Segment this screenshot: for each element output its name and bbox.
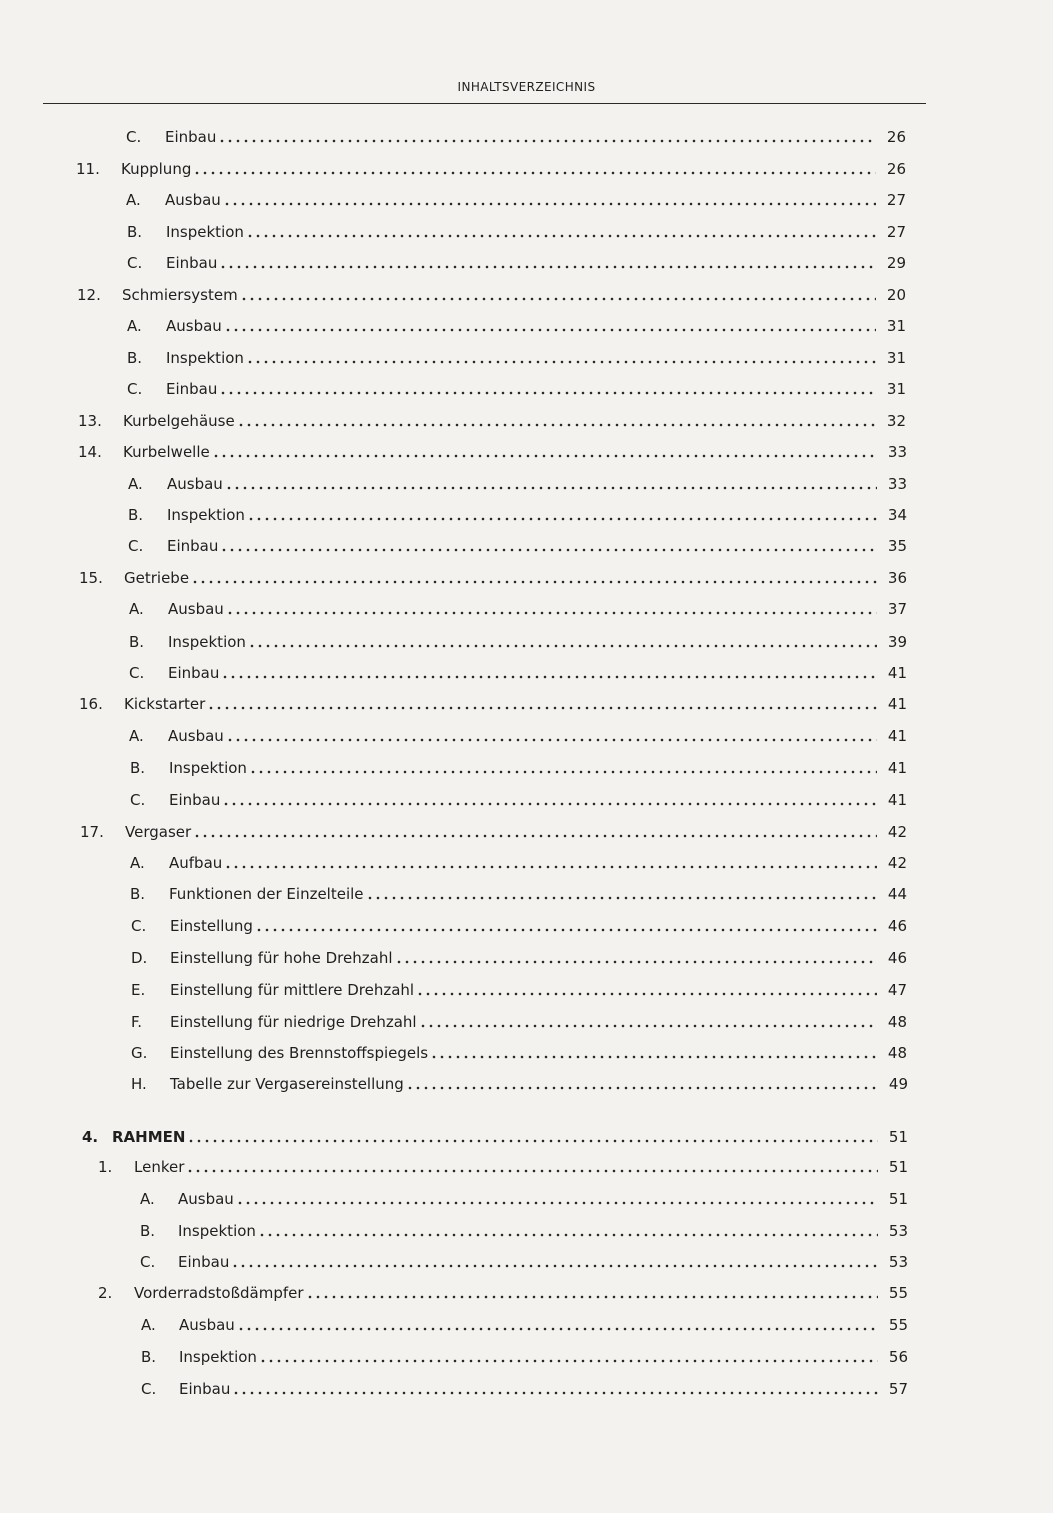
toc-entry-page: 31 xyxy=(886,317,906,335)
toc-entry-page: 31 xyxy=(886,380,906,398)
toc-entry-page: 56 xyxy=(888,1348,908,1366)
toc-leader-dots xyxy=(257,914,877,938)
toc-entry-title: Inspektion xyxy=(166,223,244,241)
toc-entry xyxy=(0,946,1053,970)
toc-entry-page: 41 xyxy=(887,759,907,777)
toc-entry-page: 46 xyxy=(887,949,907,967)
toc-leader-dots xyxy=(242,283,876,307)
toc-entry-title: Vorderradstoßdämpfer xyxy=(134,1284,304,1302)
toc-leader-dots xyxy=(225,188,876,212)
toc-entry-title: Ausbau xyxy=(168,727,224,745)
toc-entry-title: Einbau xyxy=(167,537,219,555)
toc-leader-dots xyxy=(248,346,876,370)
toc-entry xyxy=(0,851,1053,875)
toc-entry xyxy=(0,1313,1053,1337)
toc-entry-title: Funktionen der Einzelteile xyxy=(169,885,364,903)
toc-entry xyxy=(0,157,1053,181)
toc-entry-number: C. xyxy=(127,254,143,272)
toc-entry xyxy=(0,1377,1053,1401)
toc-entry-page: 41 xyxy=(887,791,907,809)
toc-entry xyxy=(0,346,1053,370)
toc-entry-title: Einstellung des Brennstoffspiegels xyxy=(170,1044,429,1062)
toc-entry xyxy=(0,566,1053,590)
toc-entry-title: Ausbau xyxy=(165,191,221,209)
toc-entry-page: 49 xyxy=(888,1075,908,1093)
toc-entry-number: 15. xyxy=(79,569,103,587)
toc-entry-page: 34 xyxy=(887,506,907,524)
toc-entry xyxy=(0,1345,1053,1369)
toc-leader-dots xyxy=(408,1072,878,1096)
toc-entry-number: 2. xyxy=(98,1284,113,1302)
toc-entry xyxy=(0,283,1053,307)
toc-entry-title: Einbau xyxy=(166,254,218,272)
toc-entry xyxy=(0,788,1053,812)
toc-leader-dots xyxy=(260,1219,878,1243)
toc-entry-number: A. xyxy=(129,727,144,745)
toc-entry-number: C. xyxy=(129,664,145,682)
toc-entry-number: A. xyxy=(129,600,144,618)
toc-entry-title: Kickstarter xyxy=(124,695,206,713)
toc-leader-dots xyxy=(239,409,876,433)
toc-entry-page: 53 xyxy=(888,1253,908,1271)
toc-entry xyxy=(0,1072,1053,1096)
toc-leader-dots xyxy=(226,314,876,338)
toc-entry-title: Aufbau xyxy=(169,854,223,872)
toc-entry-number: B. xyxy=(130,885,146,903)
toc-entry-page: 55 xyxy=(888,1284,908,1302)
toc-entry-number: C. xyxy=(141,1380,157,1398)
toc-entry-number: B. xyxy=(141,1348,157,1366)
toc-leader-dots xyxy=(227,472,877,496)
toc-leader-dots xyxy=(221,251,876,275)
toc-entry xyxy=(0,220,1053,244)
toc-entry-number: C. xyxy=(140,1253,156,1271)
toc-entry-number: D. xyxy=(131,949,148,967)
toc-entry-number: B. xyxy=(127,223,143,241)
toc-leader-dots xyxy=(249,503,877,527)
toc-entry-page: 55 xyxy=(888,1316,908,1334)
toc-entry-title: Inspektion xyxy=(166,349,244,367)
toc-entry-title: Einbau xyxy=(169,791,221,809)
toc-leader-dots xyxy=(223,661,877,685)
toc-leader-dots xyxy=(234,1377,878,1401)
toc-entry-number: A. xyxy=(127,317,142,335)
toc-entry xyxy=(0,630,1053,654)
toc-entry-page: 26 xyxy=(886,160,906,178)
toc-entry-page: 41 xyxy=(887,695,907,713)
toc-entry-title: Kupplung xyxy=(121,160,192,178)
toc-leader-dots xyxy=(248,220,876,244)
toc-entry xyxy=(0,914,1053,938)
toc-entry-number: C. xyxy=(128,537,144,555)
toc-entry-title: Ausbau xyxy=(167,475,223,493)
toc-entry xyxy=(0,597,1053,621)
toc-entry-number: 16. xyxy=(79,695,103,713)
toc-entry-number: B. xyxy=(127,349,143,367)
toc-entry xyxy=(0,409,1053,433)
toc-entry-page: 31 xyxy=(886,349,906,367)
toc-entry-page: 33 xyxy=(887,443,907,461)
toc-entry xyxy=(0,377,1053,401)
toc-entry-number: E. xyxy=(131,981,146,999)
toc-leader-dots xyxy=(308,1281,878,1305)
toc-entry xyxy=(0,314,1053,338)
toc-entry-title: Ausbau xyxy=(179,1316,235,1334)
toc-entry-page: 51 xyxy=(888,1190,908,1208)
toc-entry xyxy=(0,724,1053,748)
toc-entry-title: Tabelle zur Vergasereinstellung xyxy=(170,1075,404,1093)
toc-entry-number: B. xyxy=(140,1222,156,1240)
toc-entry-page: 20 xyxy=(886,286,906,304)
toc-entry-page: 41 xyxy=(887,664,907,682)
toc-entry-page: 37 xyxy=(887,600,907,618)
toc-leader-dots xyxy=(238,1187,878,1211)
toc-leader-dots xyxy=(195,820,877,844)
toc-leader-dots xyxy=(224,788,877,812)
toc-entry-title: Einbau xyxy=(179,1380,231,1398)
toc-entry xyxy=(0,440,1053,464)
toc-entry-number: 14. xyxy=(78,443,102,461)
toc-entry-page: 53 xyxy=(888,1222,908,1240)
toc-entry-number: 1. xyxy=(98,1158,113,1176)
toc-leader-dots xyxy=(250,630,877,654)
toc-entry-page: 42 xyxy=(887,823,907,841)
toc-entry-page: 27 xyxy=(886,191,906,209)
toc-leader-dots xyxy=(220,125,876,149)
toc-entry-number: A. xyxy=(126,191,141,209)
toc-leader-dots xyxy=(228,724,877,748)
toc-entry xyxy=(0,978,1053,1002)
toc-entry-title: Einbau xyxy=(166,380,218,398)
toc-entry-number: C. xyxy=(126,128,142,146)
toc-leader-dots xyxy=(193,566,877,590)
toc-entry xyxy=(0,1187,1053,1211)
toc-entry-number: 12. xyxy=(77,286,101,304)
toc-entry-page: 35 xyxy=(887,537,907,555)
toc-entry-number: B. xyxy=(130,759,146,777)
toc-entry xyxy=(0,251,1053,275)
toc-entry-number: A. xyxy=(140,1190,155,1208)
toc-entry-title: Einstellung für mittlere Drehzahl xyxy=(170,981,415,999)
toc-entry-number: A. xyxy=(130,854,145,872)
toc-entry xyxy=(0,1219,1053,1243)
toc-entry xyxy=(0,1250,1053,1274)
toc-entry xyxy=(0,756,1053,780)
toc-entry xyxy=(0,661,1053,685)
toc-entry-title: Inspektion xyxy=(168,633,246,651)
toc-leader-dots xyxy=(432,1041,877,1065)
toc-entry-page: 47 xyxy=(887,981,907,999)
toc-leader-dots xyxy=(233,1250,878,1274)
header-rule xyxy=(43,103,926,104)
toc-leader-dots xyxy=(251,756,877,780)
toc-entry-number: 13. xyxy=(78,412,102,430)
toc-entry xyxy=(0,882,1053,906)
toc-entry-page: 32 xyxy=(886,412,906,430)
toc-entry-title: Einbau xyxy=(178,1253,230,1271)
toc-entry-page: 29 xyxy=(886,254,906,272)
toc-entry-title: Einstellung xyxy=(170,917,253,935)
toc-entry xyxy=(0,1125,1053,1149)
toc-entry-number: C. xyxy=(127,380,143,398)
toc-entry-number: 17. xyxy=(80,823,104,841)
toc-entry-title: RAHMEN xyxy=(112,1128,186,1146)
toc-entry-page: 57 xyxy=(888,1380,908,1398)
toc-entry-page: 51 xyxy=(888,1128,908,1146)
toc-entry-page: 51 xyxy=(888,1158,908,1176)
toc-entry-number: A. xyxy=(141,1316,156,1334)
toc-entry-page: 27 xyxy=(886,223,906,241)
toc-leader-dots xyxy=(221,377,876,401)
toc-leader-dots xyxy=(222,534,877,558)
toc-leader-dots xyxy=(239,1313,878,1337)
toc-entry-page: 39 xyxy=(887,633,907,651)
toc-entry-title: Schmiersystem xyxy=(122,286,238,304)
toc-entry-title: Einstellung für hohe Drehzahl xyxy=(170,949,393,967)
toc-entry-title: Inspektion xyxy=(178,1222,256,1240)
toc-entry-number: G. xyxy=(131,1044,148,1062)
toc-entry-page: 36 xyxy=(887,569,907,587)
toc-leader-dots xyxy=(188,1155,878,1179)
toc-entry-number: C. xyxy=(131,917,147,935)
toc-entry-title: Einbau xyxy=(168,664,220,682)
toc-entry-page: 48 xyxy=(887,1013,907,1031)
toc-leader-dots xyxy=(209,692,877,716)
toc-entry-page: 46 xyxy=(887,917,907,935)
toc-entry xyxy=(0,534,1053,558)
toc-entry-title: Ausbau xyxy=(178,1190,234,1208)
toc-entry xyxy=(0,692,1053,716)
toc-entry-number: 4. xyxy=(82,1128,99,1146)
toc-entry-number: H. xyxy=(131,1075,147,1093)
toc-entry-page: 42 xyxy=(887,854,907,872)
toc-entry xyxy=(0,503,1053,527)
toc-entry-page: 44 xyxy=(887,885,907,903)
toc-entry-number: F. xyxy=(131,1013,142,1031)
toc-entry xyxy=(0,1155,1053,1179)
toc-entry-title: Lenker xyxy=(134,1158,185,1176)
toc-entry-title: Inspektion xyxy=(179,1348,257,1366)
toc-leader-dots xyxy=(214,440,877,464)
toc-entry xyxy=(0,188,1053,212)
toc-entry xyxy=(0,1041,1053,1065)
toc-leader-dots xyxy=(421,1010,877,1034)
page-header: INHALTSVERZEICHNIS xyxy=(457,80,596,94)
toc-entry-page: 48 xyxy=(887,1044,907,1062)
toc-leader-dots xyxy=(368,882,877,906)
toc-entry-title: Vergaser xyxy=(125,823,192,841)
toc-entry-title: Inspektion xyxy=(167,506,245,524)
toc-entry-number: A. xyxy=(128,475,143,493)
toc-entry-number: B. xyxy=(128,506,144,524)
toc-entry-page: 33 xyxy=(887,475,907,493)
toc-entry-title: Einbau xyxy=(165,128,217,146)
toc-entry-title: Einstellung für niedrige Drehzahl xyxy=(170,1013,417,1031)
toc-entry-number: B. xyxy=(129,633,145,651)
toc-entry-title: Inspektion xyxy=(169,759,247,777)
toc-entry-title: Ausbau xyxy=(168,600,224,618)
toc-leader-dots xyxy=(195,157,876,181)
toc-leader-dots xyxy=(418,978,877,1002)
toc-leader-dots xyxy=(261,1345,878,1369)
toc-entry-title: Ausbau xyxy=(166,317,222,335)
toc-entry xyxy=(0,472,1053,496)
toc-entry-number: 11. xyxy=(76,160,100,178)
toc-entry xyxy=(0,1010,1053,1034)
toc-leader-dots xyxy=(189,1125,878,1149)
toc-entry xyxy=(0,125,1053,149)
toc-entry-page: 26 xyxy=(886,128,906,146)
toc-leader-dots xyxy=(226,851,877,875)
toc-leader-dots xyxy=(228,597,877,621)
toc-entry-title: Getriebe xyxy=(124,569,190,587)
toc-entry xyxy=(0,820,1053,844)
toc-entry-page: 41 xyxy=(887,727,907,745)
toc-entry-number: C. xyxy=(130,791,146,809)
toc-entry xyxy=(0,1281,1053,1305)
toc-leader-dots xyxy=(397,946,877,970)
toc-entry-title: Kurbelwelle xyxy=(123,443,210,461)
toc-entry-title: Kurbelgehäuse xyxy=(123,412,235,430)
